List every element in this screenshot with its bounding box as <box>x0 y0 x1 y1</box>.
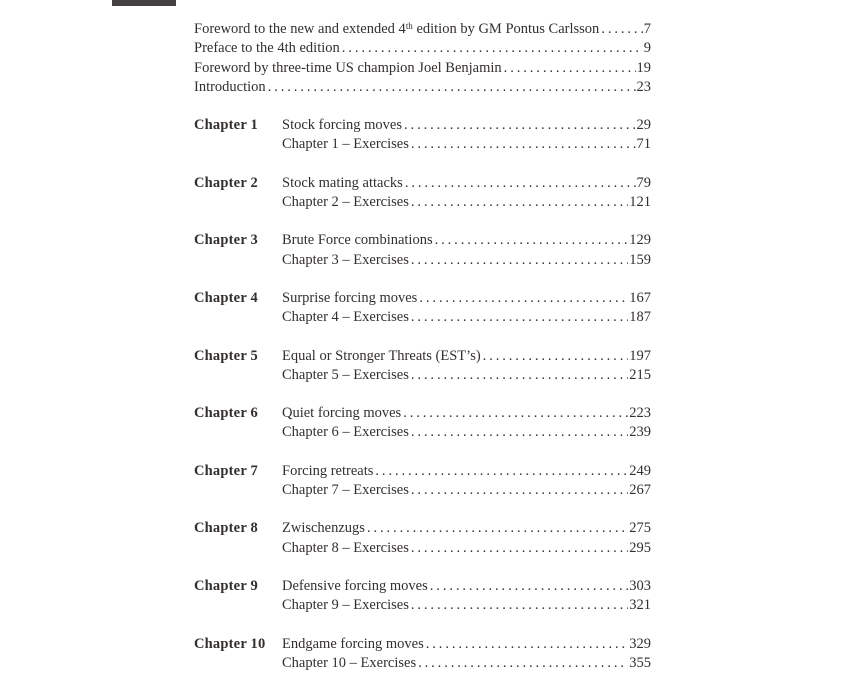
page-number: 29 <box>636 117 651 134</box>
chapter-label: Chapter 6 <box>194 405 258 422</box>
dot-leader <box>599 20 642 39</box>
dot-leader <box>424 635 629 654</box>
toc-entry-introduction <box>194 78 651 97</box>
toc-entry-title: Defensive forcing moves <box>282 577 428 594</box>
page-number: 223 <box>629 405 651 422</box>
toc-entry-title: Zwischenzugs <box>282 520 365 537</box>
dot-leader <box>409 193 628 212</box>
toc-entry-title: Forcing retreats <box>282 462 374 479</box>
toc-entry-title: Chapter 7 – Exercises <box>282 482 409 499</box>
toc-entry-title: Chapter 2 – Exercises <box>282 194 409 211</box>
chapter-label: Chapter 4 <box>194 289 258 306</box>
title-superscript: th <box>405 20 413 31</box>
dot-leader <box>409 135 636 154</box>
toc-entry-title: Surprise forcing moves <box>282 289 418 306</box>
dot-leader <box>401 404 628 423</box>
dot-leader <box>417 289 628 308</box>
toc-entry-title: Chapter 1 – Exercises <box>282 136 409 153</box>
toc-entry-exercises <box>282 481 651 500</box>
chapter-label: Chapter 7 <box>194 462 258 479</box>
chapter-entries <box>282 174 651 213</box>
page-number: 167 <box>629 289 651 306</box>
toc-entry-title: Chapter 5 – Exercises <box>282 366 409 383</box>
toc-entry-title: Quiet forcing moves <box>282 405 402 422</box>
chapter-label: Chapter 1 <box>194 117 258 134</box>
chapter-label: Chapter 5 <box>194 347 258 364</box>
chapter-block-2 <box>194 174 651 213</box>
page-number: 187 <box>629 309 651 326</box>
dot-leader <box>403 174 636 193</box>
page-number: 19 <box>636 59 651 76</box>
toc-entry-chapter-title <box>282 174 651 193</box>
dot-leader <box>365 519 628 538</box>
toc-entry-exercises <box>282 251 651 270</box>
page-number: 71 <box>636 136 651 153</box>
table-of-contents <box>194 20 651 673</box>
chapter-entries <box>282 347 651 386</box>
toc-entry-chapter-title <box>282 347 651 366</box>
chapter-block-1 <box>194 116 651 155</box>
toc-entry-title: Foreword by three-time US champion Joel Benjamin <box>194 59 502 76</box>
toc-entry-title: Stock forcing moves <box>282 117 403 134</box>
dot-leader <box>416 654 628 673</box>
toc-entry-exercises <box>282 193 651 212</box>
toc-entry-title: Chapter 8 – Exercises <box>282 539 409 556</box>
toc-entry-title: Brute Force combinations <box>282 232 433 249</box>
chapter-entries <box>282 635 651 674</box>
chapter-block-6 <box>194 404 651 443</box>
dot-leader <box>409 481 628 500</box>
toc-entry-title: Chapter 9 – Exercises <box>282 597 409 614</box>
chapter-block-9 <box>194 577 651 616</box>
toc-entry-title: Preface to the 4th edition <box>194 40 340 57</box>
dot-leader <box>409 596 628 615</box>
toc-entry-title <box>194 20 599 40</box>
toc-entry-title: Equal or Stronger Threats (EST’s) <box>282 347 481 364</box>
title-text: edition by GM Pontus Carlsson <box>412 21 600 37</box>
toc-entry-chapter-title <box>282 116 651 135</box>
toc-entry-title: Chapter 3 – Exercises <box>282 251 409 268</box>
chapter-block-4 <box>194 289 651 328</box>
chapter-block-5 <box>194 347 651 386</box>
toc-entry-chapter-title <box>282 519 651 538</box>
toc-entry-foreword-benjamin <box>194 59 651 78</box>
toc-entry-chapter-title <box>282 231 651 250</box>
chapter-entries <box>282 519 651 558</box>
dot-leader <box>409 423 628 442</box>
page-number: 129 <box>629 232 651 249</box>
toc-entry-chapter-title <box>282 635 651 654</box>
toc-entry-exercises <box>282 654 651 673</box>
page-number: 239 <box>629 424 651 441</box>
page-number: 267 <box>629 482 651 499</box>
chapter-entries <box>282 577 651 616</box>
dot-leader <box>409 308 628 327</box>
page-number: 197 <box>629 347 651 364</box>
toc-entry-exercises <box>282 423 651 442</box>
toc-entry-chapter-title <box>282 289 651 308</box>
toc-entry-title: Chapter 4 – Exercises <box>282 309 409 326</box>
front-matter-section <box>194 20 651 97</box>
page-number: 321 <box>629 597 651 614</box>
chapter-entries <box>282 116 651 155</box>
chapter-entries <box>282 404 651 443</box>
chapter-entries <box>282 289 651 328</box>
toc-entry-title: Stock mating attacks <box>282 174 403 191</box>
toc-entry-exercises <box>282 366 651 385</box>
page-number: 121 <box>629 194 651 211</box>
dot-leader <box>433 231 629 250</box>
cropped-heading-artifact <box>112 0 176 6</box>
dot-leader <box>373 462 628 481</box>
toc-entry-title: Endgame forcing moves <box>282 635 424 652</box>
page-number: 249 <box>629 462 651 479</box>
toc-entry-title: Introduction <box>194 78 266 95</box>
page-number: 23 <box>636 78 651 95</box>
title-text: Foreword to the new and extended 4 <box>194 21 406 37</box>
chapter-entries <box>282 462 651 501</box>
chapter-entries <box>282 231 651 270</box>
chapter-label: Chapter 8 <box>194 520 258 537</box>
dot-leader <box>409 366 628 385</box>
page-number: 9 <box>643 40 651 57</box>
dot-leader <box>402 116 635 135</box>
toc-entry-chapter-title <box>282 462 651 481</box>
chapter-label: Chapter 10 <box>194 635 266 652</box>
dot-leader <box>409 539 628 558</box>
chapter-block-3 <box>194 231 651 270</box>
chapter-block-7 <box>194 462 651 501</box>
toc-entry-exercises <box>282 596 651 615</box>
toc-entry-exercises <box>282 308 651 327</box>
page-number: 215 <box>629 366 651 383</box>
dot-leader <box>409 251 628 270</box>
dot-leader <box>502 59 636 78</box>
page-number: 159 <box>629 251 651 268</box>
page-number: 79 <box>636 174 651 191</box>
toc-entry-exercises <box>282 135 651 154</box>
chapter-block-10 <box>194 635 651 674</box>
dot-leader <box>481 347 629 366</box>
chapter-label: Chapter 2 <box>194 174 258 191</box>
toc-entry-chapter-title <box>282 404 651 423</box>
toc-entry-title: Chapter 10 – Exercises <box>282 654 417 671</box>
toc-entry-chapter-title <box>282 577 651 596</box>
dot-leader <box>340 39 643 58</box>
toc-entry-exercises <box>282 539 651 558</box>
dot-leader <box>266 78 636 97</box>
page-number: 303 <box>629 577 651 594</box>
chapter-block-8 <box>194 519 651 558</box>
toc-entry-foreword-4th <box>194 20 651 39</box>
page-number: 355 <box>629 654 651 671</box>
page-number: 7 <box>643 21 651 37</box>
page-number: 329 <box>629 635 651 652</box>
page-number: 295 <box>629 539 651 556</box>
chapter-label: Chapter 3 <box>194 232 258 249</box>
toc-entry-title: Chapter 6 – Exercises <box>282 424 409 441</box>
page-number: 275 <box>629 520 651 537</box>
toc-entry-preface <box>194 39 651 58</box>
dot-leader <box>428 577 628 596</box>
chapter-label: Chapter 9 <box>194 577 258 594</box>
